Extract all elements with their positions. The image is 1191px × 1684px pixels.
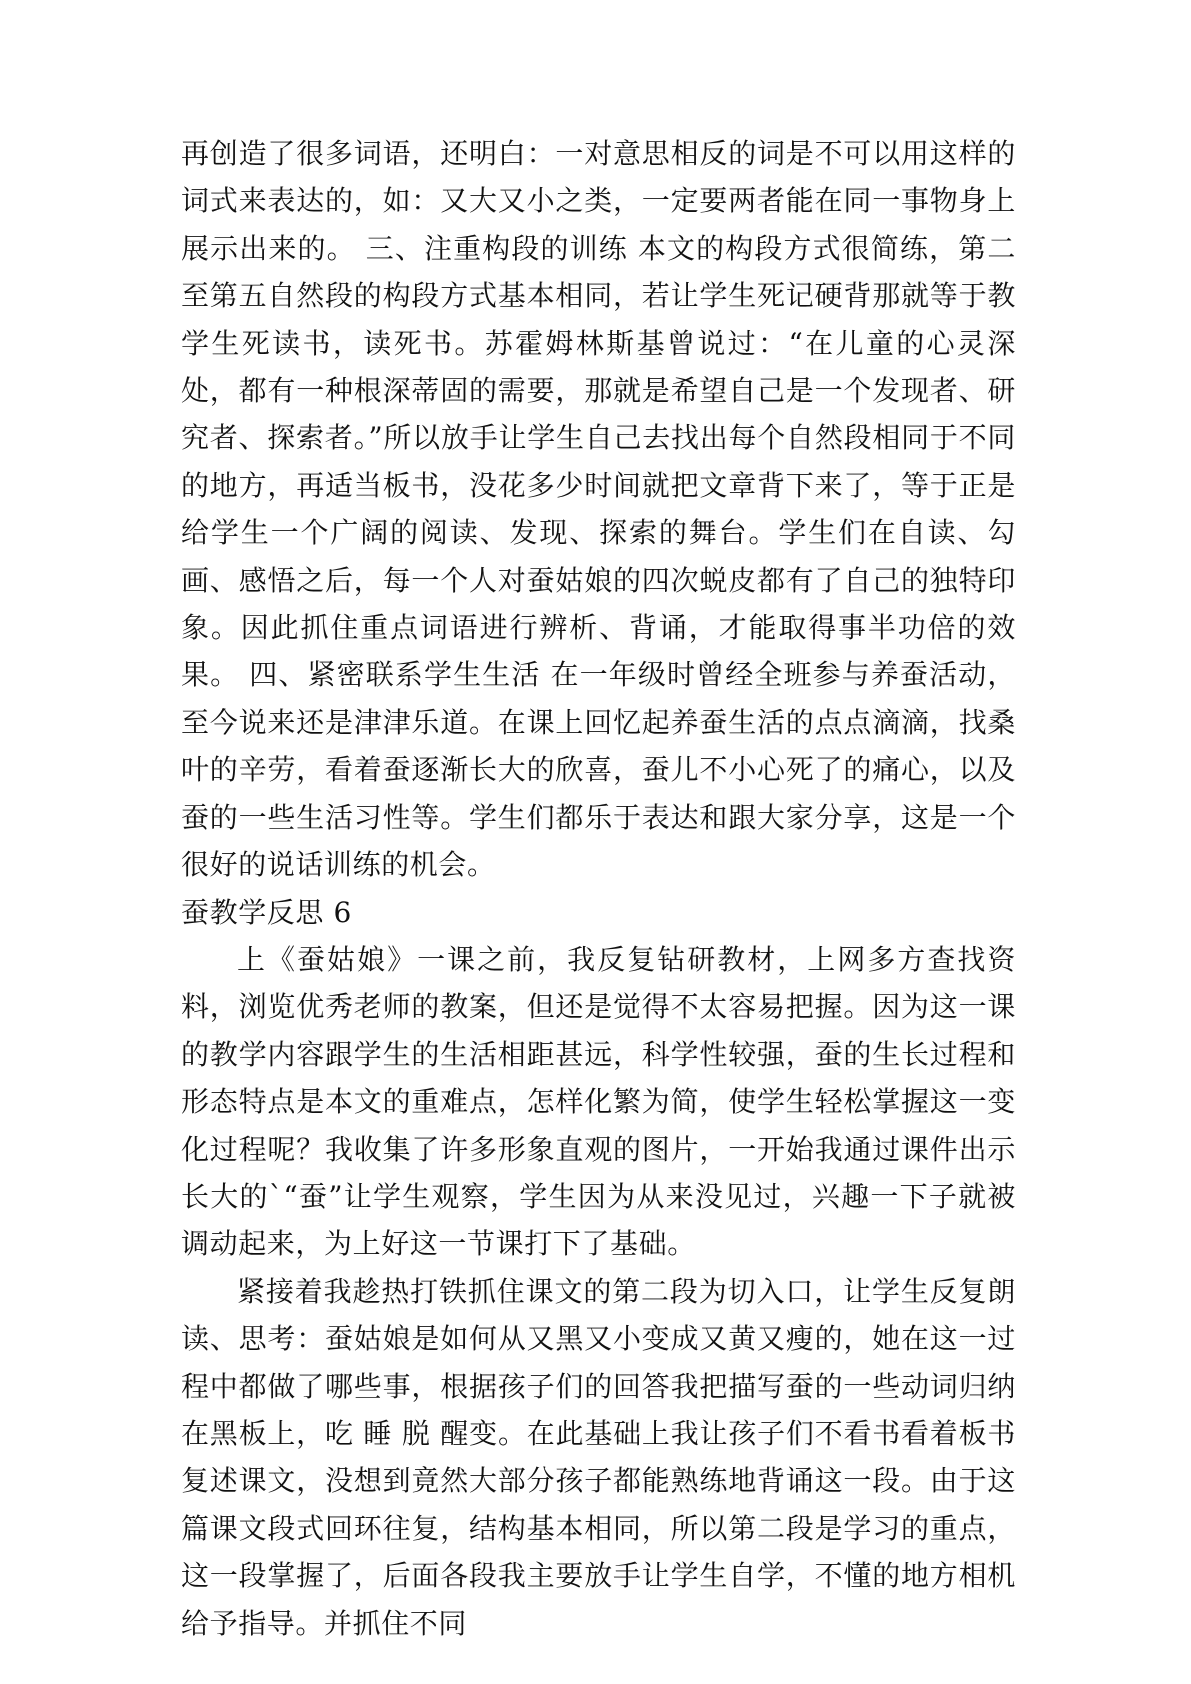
paragraph-followup: 紧接着我趁热打铁抓住课文的第二段为切入口，让学生反复朗读、思考：蚕姑娘是如何从又黑又小变成又黄又瘦的，她在这一过程中都做了哪些事，根据孩子们的回答我把描写蚕的一些动词归纳在黑板上，吃 睡 脱 醒变。在此基础上我让孩子们不看书看着板书复述课文，没想到竟然大部分孩子都能熟练地背诵这一段。由于这篇课文段式回环往复，结构基本相同，所以第二段是学习的重点，这一段掌握了，后面各段我主要放手让学生自学，不懂的地方相机给予指导。并抓住不同 <box>181 1274 1016 1640</box>
paragraph-continued: 再创造了很多词语，还明白：一对意思相反的词是不可以用这样的词式来表达的，如：又大又小之类，一定要两者能在同一事物身上展示出来的。 三、注重构段的训练 本文的构段方式很简练，第二至第五自然段的构段方式基本相同，若让学生死记硬背那就等于教学生死读书，读死书。苏霍姆林斯基曾说过：“在儿童的心灵深处，都有一种根深蒂固的需要，那就是希望自己是一个发现者、研究者、探索者。”所以放手让学生自己去找出每个自然段相同于不同的地方，再适当板书，没花多少时间就把文章背下来了，等于正是给学生一个广阔的阅读、发现、探索的舞台。学生们在自读、勾画、感悟之后，每一个人对蚕姑娘的四次蜕皮都有了自己的独特印象。因此抓住重点词语进行辨析、背诵，才能取得事半功倍的效果。 四、紧密联系学生生活 在一年级时曾经全班参与养蚕活动，至今说来还是津津乐道。在课上回忆起养蚕生活的点点滴滴，找桑叶的辛劳，看着蚕逐渐长大的欣喜，蚕儿不小心死了的痛心，以及蚕的一些生活习性等。学生们都乐于表达和跟大家分享，这是一个很好的说话训练的机会。 <box>181 137 1016 882</box>
section-heading: 蚕教学反思 6 <box>181 895 352 929</box>
paragraph-intro: 上《蚕姑娘》一课之前，我反复钻研教材，上网多方查找资料，浏览优秀老师的教案，但还是觉得不太容易把握。因为这一课的教学内容跟学生的生活相距甚远，科学性较强，蚕的生长过程和形态特点是本文的重难点，怎样化繁为简，使学生轻松掌握这一变化过程呢？我收集了许多形象直观的图片，一开始我通过课件出示长大的`“蚕”让学生观察，学生因为从来没见过，兴趣一下子就被调动起来，为上好这一节课打下了基础。 <box>181 942 1016 1261</box>
document-body <box>181 130 1016 1647</box>
